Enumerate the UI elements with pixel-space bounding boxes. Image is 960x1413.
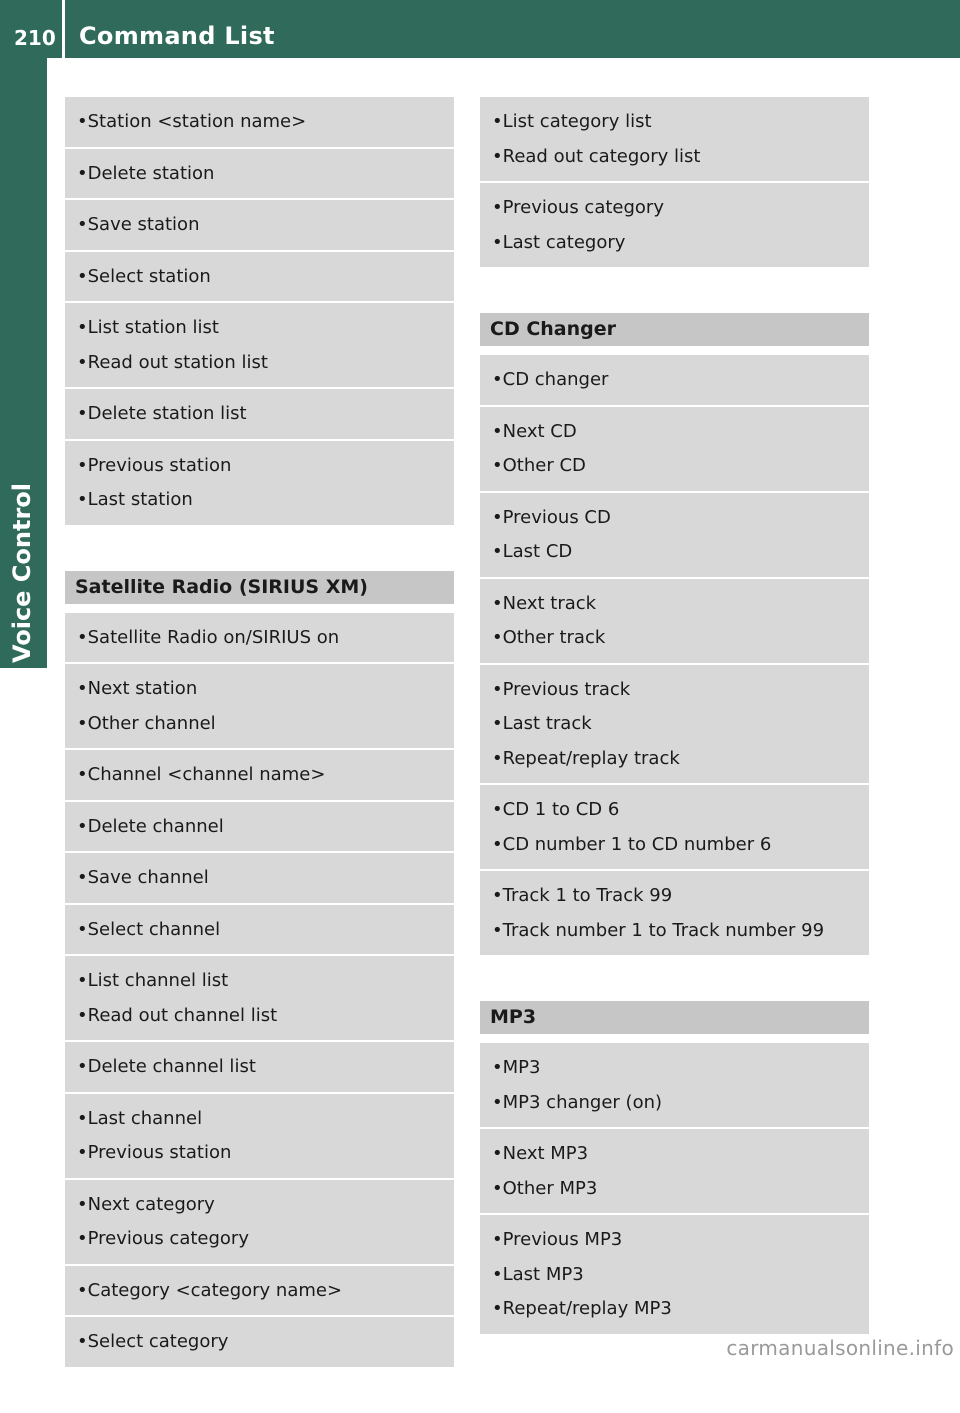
command-row (65, 1094, 454, 1180)
command-item: • Read out station list (77, 346, 454, 381)
command-row (480, 1129, 869, 1215)
command-item: • Save station (77, 208, 454, 243)
command-item: • Previous station (77, 449, 454, 484)
section-title: MP3 (480, 1001, 869, 1034)
command-row (480, 665, 869, 786)
command-item: • Repeat/replay track (492, 742, 869, 777)
command-table (65, 613, 454, 1367)
page-title: Command List (79, 22, 275, 50)
command-row (65, 1266, 454, 1318)
command-row (65, 956, 454, 1042)
command-item: • Other MP3 (492, 1172, 869, 1207)
command-item: • Next category (77, 1188, 454, 1223)
command-row (480, 785, 869, 871)
command-row (480, 1215, 869, 1334)
command-item: • Delete channel (77, 810, 454, 845)
command-item: • Delete station list (77, 397, 454, 432)
command-row (480, 1043, 869, 1129)
command-item: • List channel list (77, 964, 454, 999)
command-item: • Previous station (77, 1136, 454, 1171)
command-row (65, 905, 454, 957)
right-column (480, 97, 869, 1380)
command-row (65, 802, 454, 854)
command-table (65, 97, 454, 525)
command-item: • Delete channel list (77, 1050, 454, 1085)
command-section (65, 571, 454, 1367)
command-item: • Select station (77, 260, 454, 295)
command-item: • Next track (492, 587, 869, 622)
command-row (65, 664, 454, 750)
command-row (65, 252, 454, 304)
command-item: • List station list (77, 311, 454, 346)
command-item: • Channel <channel name> (77, 758, 454, 793)
left-column (65, 97, 454, 1413)
command-item: • Category <category name> (77, 1274, 454, 1309)
command-row (65, 389, 454, 441)
command-item: • Last category (492, 226, 869, 261)
command-row (65, 1042, 454, 1094)
command-table (480, 1043, 869, 1334)
watermark: carmanualsonline.info (726, 1336, 954, 1360)
command-table (480, 97, 869, 267)
command-item: • Track number 1 to Track number 99 (492, 914, 869, 949)
header-divider (62, 0, 65, 58)
command-item: • Other track (492, 621, 869, 656)
command-row (480, 355, 869, 407)
command-item: • Last track (492, 707, 869, 742)
command-row (65, 1180, 454, 1266)
command-row (65, 613, 454, 665)
command-item: • Other channel (77, 707, 454, 742)
command-item: • Satellite Radio on/SIRIUS on (77, 621, 454, 656)
section-title: CD Changer (480, 313, 869, 346)
command-item: • Last station (77, 483, 454, 518)
command-item: • CD 1 to CD 6 (492, 793, 869, 828)
command-item: • Last CD (492, 535, 869, 570)
command-row (480, 407, 869, 493)
command-row (480, 871, 869, 955)
command-item: • CD changer (492, 363, 869, 398)
command-item: • List category list (492, 105, 869, 140)
section-title: Satellite Radio (SIRIUS XM) (65, 571, 454, 604)
chapter-side-tab (0, 58, 47, 668)
page-header (0, 0, 960, 58)
command-item: • Previous track (492, 673, 869, 708)
command-item: • Previous MP3 (492, 1223, 869, 1258)
command-item: • Next MP3 (492, 1137, 869, 1172)
command-row (65, 853, 454, 905)
command-item: • Save channel (77, 861, 454, 896)
command-item: • Select category (77, 1325, 454, 1360)
command-row (480, 183, 869, 267)
command-item: • Track 1 to Track 99 (492, 879, 869, 914)
command-item: • Next CD (492, 415, 869, 450)
command-item: • Select channel (77, 913, 454, 948)
command-section (480, 313, 869, 955)
command-item: • Repeat/replay MP3 (492, 1292, 869, 1327)
command-row (480, 493, 869, 579)
command-row (65, 1317, 454, 1367)
command-row (65, 303, 454, 389)
command-item: • Next station (77, 672, 454, 707)
command-row (65, 750, 454, 802)
command-section (480, 97, 869, 267)
command-row (480, 579, 869, 665)
command-item: • Other CD (492, 449, 869, 484)
command-row (65, 97, 454, 149)
command-row (65, 200, 454, 252)
command-item: • Read out category list (492, 140, 869, 175)
command-item: • Read out channel list (77, 999, 454, 1034)
command-row (65, 149, 454, 201)
command-item: • Previous category (77, 1222, 454, 1257)
command-row (65, 441, 454, 525)
command-item: • Station <station name> (77, 105, 454, 140)
command-section (65, 97, 454, 525)
command-item: • MP3 changer (on) (492, 1086, 869, 1121)
page-number: 210 (14, 26, 56, 50)
command-item: • Previous category (492, 191, 869, 226)
command-item: • Previous CD (492, 501, 869, 536)
command-table (480, 355, 869, 955)
command-section (480, 1001, 869, 1334)
command-row (480, 97, 869, 183)
command-item: • Last channel (77, 1102, 454, 1137)
command-item: • Delete station (77, 157, 454, 192)
command-item: • CD number 1 to CD number 6 (492, 828, 869, 863)
command-item: • Last MP3 (492, 1258, 869, 1293)
command-item: • MP3 (492, 1051, 869, 1086)
chapter-label: Voice Control (8, 482, 36, 664)
